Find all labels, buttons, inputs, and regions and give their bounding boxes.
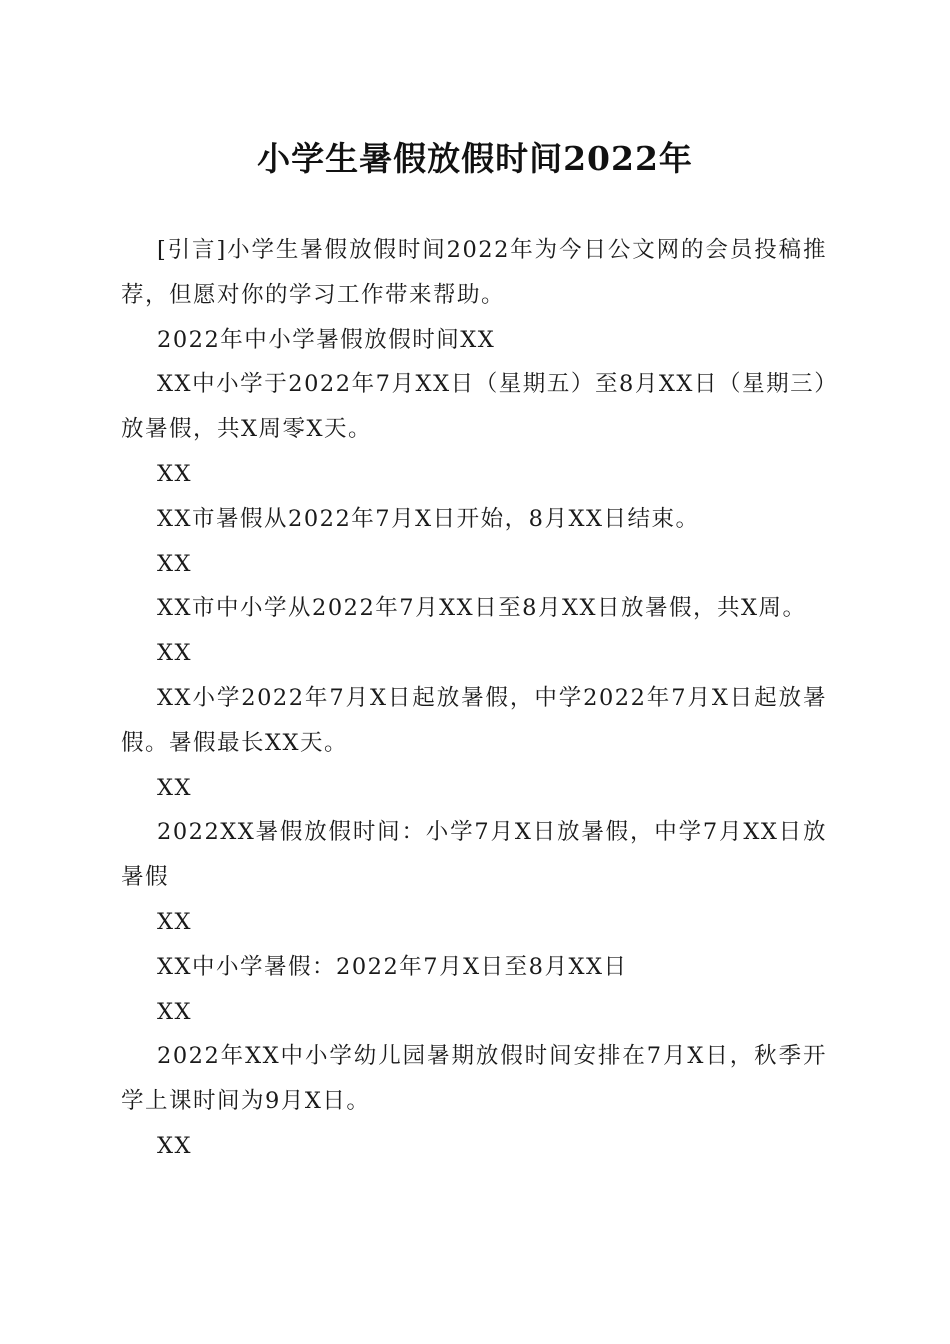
document-title: 小学生暑假放假时间2022年 [257, 139, 693, 178]
paragraph: XX中小学暑假：2022年7月X日至8月XX日 [157, 953, 628, 980]
paragraph: 2022XX暑假放假时间：小学7月X日放暑假，中学7月XX日放暑假 [121, 819, 827, 891]
paragraph: XX [157, 550, 193, 577]
paragraph: XX中小学于2022年7月XX日（星期五）至8月XX日（星期三）放暑假，共X周零X天。 [121, 371, 827, 443]
paragraph: XX [157, 774, 193, 801]
paragraph: XX市暑假从2022年7月X日开始，8月XX日结束。 [157, 505, 700, 532]
paragraph: XX [157, 998, 193, 1025]
paragraph: XX [157, 640, 193, 667]
paragraph: XX市中小学从2022年7月XX日至8月XX日放暑假，共X周。 [157, 595, 807, 622]
document-body [121, 228, 827, 1169]
paragraph: XX [157, 460, 193, 487]
paragraph: 2022年XX中小学幼儿园暑期放假时间安排在7月X日，秋季开学上课时间为9月X日。 [121, 1043, 827, 1115]
paragraph: XX小学2022年7月X日起放暑假，中学2022年7月X日起放暑假。暑假最长XX天。 [121, 684, 827, 756]
paragraph: XX [157, 908, 193, 935]
paragraph-heading: 2022年中小学暑假放假时间XX [157, 326, 496, 353]
paragraph: XX [157, 1132, 193, 1159]
paragraph-intro: [引言]小学生暑假放假时间2022年为今日公文网的会员投稿推荐，但愿对你的学习工作带来帮助。 [121, 237, 827, 308]
